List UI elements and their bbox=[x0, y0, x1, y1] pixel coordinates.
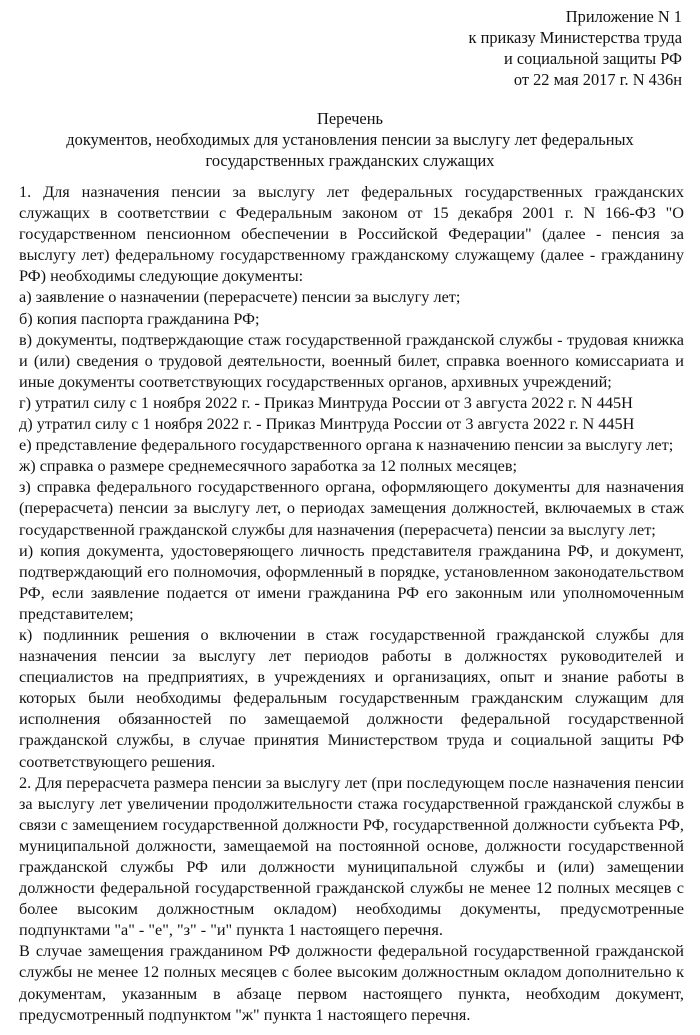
title-line: документов, необходимых для установления пенсии за выслугу лет федеральных bbox=[66, 130, 634, 149]
list-item-i: и) копия документа, удостоверяющего личность представителя гражданина РФ, и документ, подтверждающий его полномочия, оформленный в порядке, установленном законодательством РФ, если заявление подается от имени гражданина РФ его законным или уполномоченным представителем; bbox=[19, 541, 684, 623]
list-item-k: к) подлинник решения о включении в стаж государственной гражданской службы для назначения пенсии за выслугу лет периодов работы в должностях руководителей и специалистов на предприятиях, в учреждениях и организациях, опыт и знание работы в которых были необходимы федеральным государственным гражданским служащим для исполнения обязанностей по замещаемой должности федеральной государственной гражданской службы, в случае принятия Министерством труда и социальной защиты РФ соответствующего решения. bbox=[19, 625, 684, 771]
appendix-header bbox=[469, 6, 682, 90]
list-item-a: а) заявление о назначении (перерасчете) пенсии за выслугу лет; bbox=[19, 288, 461, 307]
title-line: государственных гражданских служащих bbox=[205, 151, 495, 170]
list-item-v: в) документы, подтверждающие стаж государственной гражданской службы - трудовая книжка и (или) сведения о трудовой деятельности, военный билет, справка военного комиссариата и иные документы соответствующих государственных органов, архивных учреждений; bbox=[19, 330, 684, 391]
paragraph-item-2: 2. Для перерасчета размера пенсии за выслугу лет (при последующем после назначения пенсии за выслугу лет увеличении продолжительности стажа государственной гражданской службы в связи с замещением государственной должности РФ, государственной должности субъекта РФ, муниципальной должности, замещаемой на постоянной основе, должности государственной гражданской службы РФ или должности муниципальной службы и (или) замещении должности федеральной государственной гражданской службы не менее 12 полных месяцев с более высоким должностным окладом) необходимы документы, предусмотренные подпунктами "а" - "е", "з" - "и" пункта 1 настоящего перечня. bbox=[19, 773, 684, 940]
document-title bbox=[10, 108, 690, 171]
paragraph-item-1: 1. Для назначения пенсии за выслугу лет федеральных государственных гражданских служащих в соответствии с Федеральным законом от 15 декабря 2001 г. N 166-ФЗ "О государственном пенсионном обеспечении в Российской Федерации" (далее - пенсия за выслугу лет) федеральному государственному гражданскому служащему (далее - гражданину РФ) необходимы следующие документы: bbox=[19, 183, 684, 286]
list-item-b: б) копия паспорта гражданина РФ; bbox=[19, 309, 260, 328]
list-item-g: г) утратил силу с 1 ноября 2022 г. - Приказ Минтруда России от 3 августа 2022 г. N 445Н bbox=[19, 393, 633, 412]
appendix-line: и социальной защиты РФ bbox=[504, 49, 682, 68]
list-item-zh: ж) справка о размере среднемесячного заработка за 12 полных месяцев; bbox=[19, 457, 518, 476]
appendix-line: к приказу Министерства труда bbox=[468, 28, 682, 47]
list-item-e: е) представление федерального государственного органа к назначению пенсии за выслугу лет; bbox=[19, 436, 674, 455]
list-item-d: д) утратил силу с 1 ноября 2022 г. - Приказ Минтруда России от 3 августа 2022 г. N 445Н bbox=[19, 415, 635, 434]
paragraph-item-2-continued: В случае замещения гражданином РФ должности федеральной государственной гражданской службы не менее 12 полных месяцев с более высоким должностным окладом дополнительно к документам, указанным в абзаце первом настоящего пункта, необходим документ, предусмотренный подпунктом "ж" пункта 1 настоящего перечня. bbox=[19, 942, 684, 1024]
document-body bbox=[19, 182, 684, 1026]
appendix-line: от 22 мая 2017 г. N 436н bbox=[513, 70, 682, 89]
title-heading: Перечень bbox=[317, 109, 383, 128]
list-item-z: з) справка федерального государственного органа, оформляющего документы для назначения (перерасчета) пенсии за выслугу лет, о периодах замещения должностей, включаемых в стаж государственной гражданской службы для назначения (перерасчета) пенсии за выслугу лет; bbox=[19, 478, 684, 539]
appendix-line: Приложение N 1 bbox=[565, 7, 682, 26]
